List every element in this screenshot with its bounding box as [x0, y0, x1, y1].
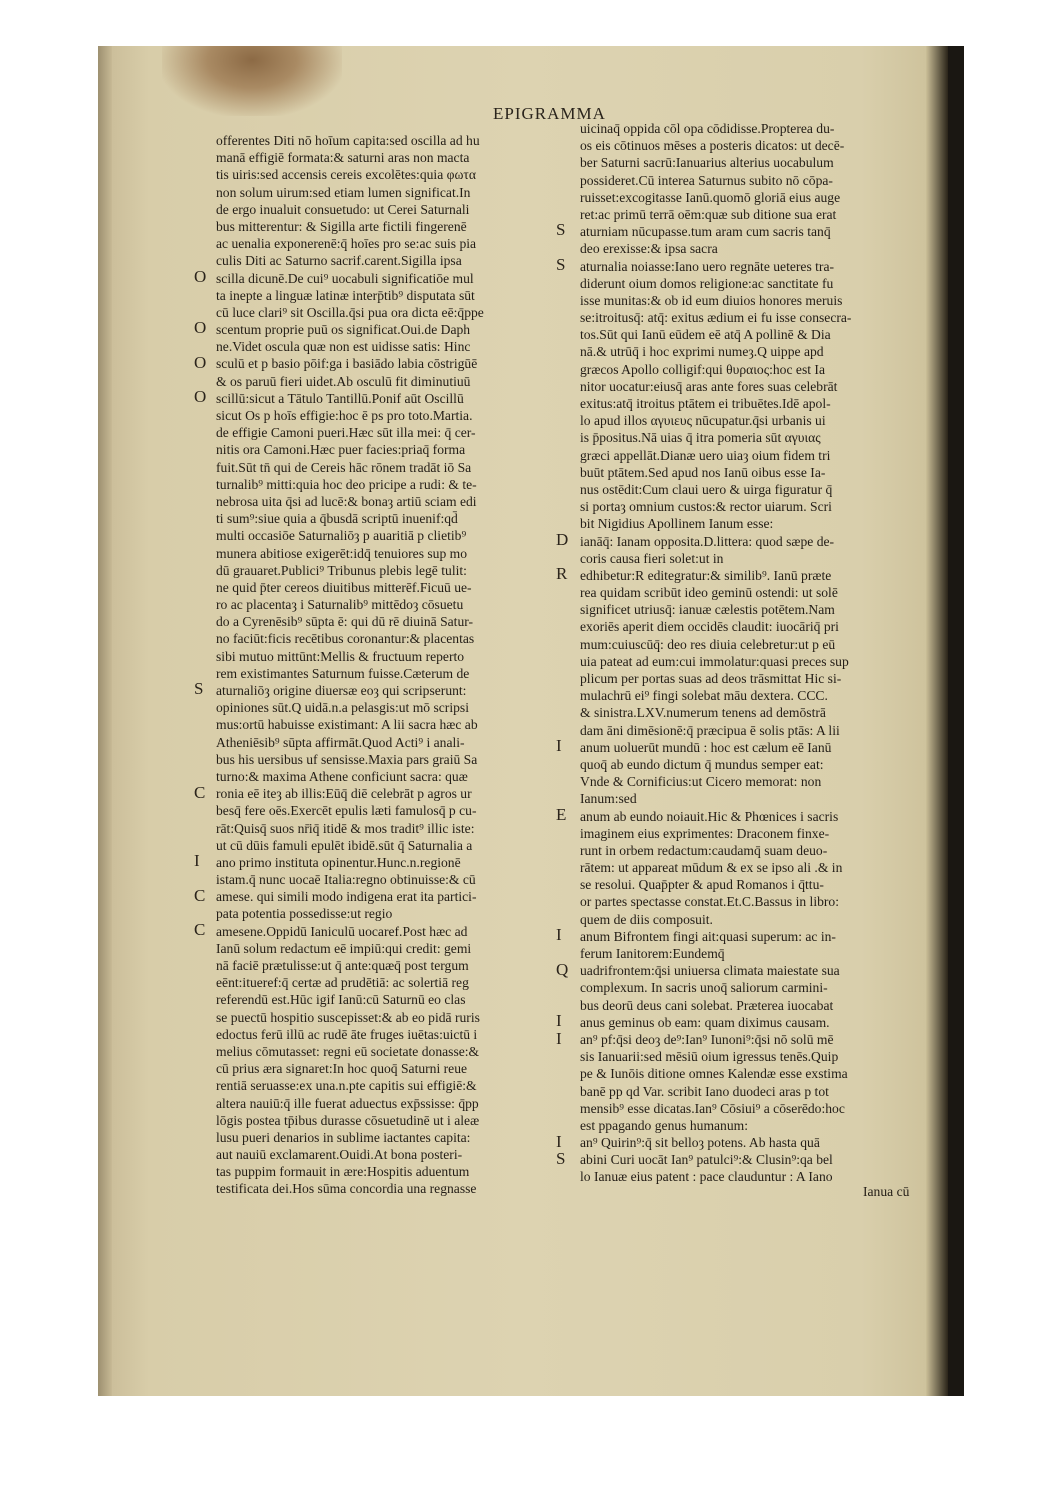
text-line: aut nauiū exclamarent.Ouidi.At bona posteri- — [216, 1147, 463, 1163]
text-line: banē pp qd Var. scribit Iano duodeci aras p tot — [580, 1083, 829, 1099]
text-line: aturnaliōȝ origine diuersæ eoȝ qui scripserunt: — [216, 683, 467, 698]
text-line: nus ostēdit:Cum claui uero & uirga figuratur q̄ — [580, 481, 833, 497]
text-line: ber Saturni sacrū:Ianuarius alterius uocabulum — [580, 155, 834, 171]
text-line: turnalib⁹ mitti:quia hoc deo pricipe a rudi: & te- — [216, 476, 477, 492]
text-line: ret:ac primū terrā oēm:quæ sub ditione sua erat — [580, 206, 837, 222]
text-line: do a Cyrenēsib⁹ sūpta ē: qui dū rē diuinā Satur- — [216, 614, 474, 630]
text-line: ianāq̄: Ianam opposita.D.littera: quod sæpe de- — [580, 533, 835, 549]
text-line: ti sum⁹:siue quia a q̄busdā scriptū inuenif:qd̄ — [216, 511, 458, 527]
text-line: uia pateat ad eum:cui immolatur:quasi preces sup — [580, 653, 849, 669]
text-line: uicinaq̄ oppida cōl opa cōdidisse.Propterea du- — [580, 121, 835, 136]
text-line: non solum uirum:sed etiam lumen significat.In — [216, 184, 471, 200]
text-line: sibi mutuo mittūnt:Mellis & fructuum reperto — [216, 648, 465, 664]
text-line: nā faciē prætulisse:ut q̄ ante:quæq̄ post tergum — [216, 958, 469, 973]
text-line: an⁹ pf:q̄si deoȝ de⁹:Ian⁹ Iunoni⁹:q̄si nō solū mē — [580, 1031, 834, 1047]
text-line: significet utriusq̄: ianuæ cælestis potētem.Nam — [580, 602, 835, 618]
text-line: buūt ptātem.Sed apud nos Ianū oibus esse Ia- — [580, 464, 826, 480]
text-line: testificata dei.Hos sūma concordia una regnasse — [216, 1181, 477, 1197]
scanned-page-background — [98, 46, 964, 1396]
text-line: anus geminus ob eam: quam diximus causam. — [580, 1014, 830, 1030]
text-line: bit Nigidius Apollinem Ianum esse: — [580, 516, 774, 532]
text-line: nā.& utrūq̄ i hoc exprimi numeȝ.Q uippe apd — [580, 344, 824, 360]
text-line: exoriēs aperit diem occidēs claudit: iuocāriq̄ pri — [580, 619, 839, 635]
initial-guide-letter: E — [556, 805, 567, 824]
text-line: cū luce clari⁹ sit Oscilla.q̄si pua ora dicta eē:q̄ppe — [216, 304, 484, 320]
running-head: EPIGRAMMA — [493, 104, 606, 123]
text-line: anum uoluerūt mundū : hoc est cælum eē Ianū — [580, 739, 832, 755]
text-line: Ianum:sed — [580, 791, 637, 807]
text-line: rea quidam scribūt ideo geminū ostendi: ut solē — [580, 585, 838, 601]
text-line: offerentes Diti nō hoīum capita:sed oscilla ad hu — [216, 133, 480, 148]
text-line: ne.Videt oscula quæ non est uidisse satis: Hinc — [216, 339, 471, 355]
text-line: lusu pueri denarios in sublime iactantes capita: — [216, 1129, 471, 1145]
initial-guide-letter: I — [556, 736, 562, 756]
text-line: os eis cōtinuos mēses a posteris dicatos: ut decē- — [580, 138, 845, 154]
initial-guide-letter: O — [194, 387, 207, 406]
text-line: plicum per portas suas ad deos trāsmittat Hic si- — [580, 671, 842, 686]
paper-leaf — [98, 46, 946, 1396]
text-line: mum:cuiuscūq̄: deo res diuia celebretur:ut p eū — [580, 636, 836, 652]
text-line: exitus:atq̄ itroitus ptātem ei tribuētes.Idē apol- — [580, 396, 831, 411]
text-line: edhibetur:R editegratur:& similib⁹. Ianū præte — [580, 567, 832, 583]
initial-guide-letter: O — [194, 266, 207, 286]
initial-guide-letter: C — [194, 885, 206, 905]
text-line: no faciūt:ficis recētibus coronantur:& placentas — [216, 631, 475, 647]
text-line: lo apud illos αγυιευς nūcupatur.q̄si urbanis ui — [580, 413, 826, 429]
text-line: græci appellāt.Dianæ uero uiaȝ oium fidem tri — [580, 447, 831, 463]
text-line: Vnde & Cornificius:ut Cicero memorat: non — [580, 774, 822, 790]
text-line: Ianū solum redactum eē impiū:qui credit: gemi — [216, 940, 472, 956]
text-line: græcos Apollo colligif:qui θυραιος:hoc est Ia — [580, 361, 825, 377]
text-line: quoq̄ ab eundo dictum q̄ mundus semper eat: — [580, 756, 824, 772]
text-line: nitor uocatur:eiusq̄ aras ante fores suas celebrāt — [580, 378, 838, 394]
text-line: nebrosa uita q̄si ad lucē:& bonaȝ artiū sciam edi — [216, 493, 477, 509]
text-line: ut cū dūis famuli epulēt ibidē.sūt q̄ Saturnalia a — [216, 837, 473, 853]
text-line: sculū et p basio pōif:ga i basiādo labia cōstrigūē — [216, 356, 478, 372]
text-line: fuit.Sūt tn̄ qui de Cereis hāc rōnem tradāt iō Sa — [216, 459, 472, 475]
text-line: rentiā seruasse:ex una.n.pte capitis sui effigiē:& — [216, 1078, 477, 1094]
text-line: uadrifrontem:q̄si uniuersa climata maiestate sua — [580, 963, 840, 979]
initial-guide-letter: D — [556, 529, 569, 549]
text-line: lōgis postea tp̄ibus durasse cōsuetudinē ut i aleæ — [216, 1112, 480, 1128]
initial-guide-letter: I — [194, 851, 200, 871]
text-line: dū grauaret.Publici⁹ Tribunus plebis legē tulit: — [216, 562, 467, 578]
right-text-column — [556, 120, 932, 1186]
text-line: de ergo inualuit consuetudo: ut Cerei Saturnali — [216, 201, 470, 217]
text-line: rāt:Quisq̄ suos nr̄iq̄ itidē & mos tradit⁹ illic iste: — [216, 820, 475, 836]
initial-guide-letter: R — [556, 564, 568, 584]
text-line: pe & Iunōis ditione omnes Kalendæ esse exstima — [580, 1066, 848, 1082]
text-line: melius cōmutasset: regni eū societate donasse:& — [216, 1043, 480, 1059]
text-line: quem de diis composuit. — [580, 911, 713, 927]
text-line: scillū:sicut a Tātulo Tantillū.Ponif aūt Oscillū — [216, 390, 464, 406]
text-line: amesene.Oppidū Ianiculū uocaref.Post hæc ad — [216, 923, 468, 939]
text-line: tis uiris:sed accensis cereis excolētes:quia φωτα — [216, 167, 477, 183]
text-line: rem existimantes Saturnum fuisse.Cæterum de — [216, 665, 470, 681]
left-text-column — [194, 132, 556, 1198]
initial-guide-letter: O — [194, 318, 207, 338]
text-line: imaginem eius exprimentes: Draconem finxe- — [580, 825, 830, 841]
text-line: dam āni dimēsionē:q̄ præcipua ē solis ptās: A lii — [580, 722, 840, 738]
text-line: ac uenalia exponerenē:q̄ hoīes pro se:ac suis pia — [216, 236, 477, 252]
text-line: anum ab eundo noiauit.Hic & Phœnices i sacris — [580, 808, 839, 824]
catchword: Ianua cū — [863, 1184, 910, 1199]
text-line: coris causa fieri solet:ut in — [580, 550, 724, 566]
text-line: an⁹ Quirin⁹:q̄ sit belloȝ potens. Ab hasta quā — [580, 1135, 820, 1151]
initial-guide-letter: S — [556, 254, 566, 274]
text-line: si portaȝ omnium custos:& rector uiarum. Scri — [580, 499, 832, 515]
text-line: Atheniēsib⁹ sūpta affirmāt.Quod Acti⁹ i anali- — [216, 734, 465, 750]
text-line: mus:ortū habuisse existimant: A lii sacra hæc ab — [216, 717, 478, 733]
text-line: est ppagando genus humanum: — [580, 1117, 749, 1133]
text-line: istam.q̄ nunc uocaē Italia:regno obtinuisse:& cū — [216, 872, 476, 888]
text-line: pata potentia possedisse:ut regio — [216, 906, 393, 922]
gutter-shadow — [98, 46, 112, 1396]
initial-guide-letter: C — [194, 920, 206, 940]
text-line: ne quid p̄ter cereos diuitibus mitterēf.Ficuū ue- — [216, 579, 472, 595]
text-line: manā effigiē formata:& saturni aras non macta — [216, 150, 470, 166]
text-line: runt in orbem redactum:caudamq̄ suam deuo- — [580, 842, 828, 858]
text-line: tas puppim formauit in ære:Hospitis aduentum — [216, 1164, 470, 1180]
initial-guide-letter: I — [556, 1011, 562, 1031]
text-line: mensib⁹ esse dicatas.Ian⁹ Cōsiui⁹ a cōserēdo:hoc — [580, 1100, 845, 1116]
text-line: se resolui. Quap̄pter & apud Romanos i q̄ttu- — [580, 877, 824, 893]
text-line: bus deorū deus cani solebat. Præterea iuocabat — [580, 997, 834, 1013]
text-line: is p̄positus.Nā uias q̄ itra pomeria sūt αγυιας — [580, 430, 821, 446]
text-line: lo Ianuæ eius patent : pace clauduntur : A Iano — [580, 1169, 833, 1185]
text-line: culis Diti ac Saturno sacrif.carent.Sigilla ipsa — [216, 253, 462, 269]
text-line: aturnalia noiasse:Iano uero regnāte ueteres tra- — [580, 258, 835, 274]
text-line: munera abitiose exigerēt:idq̄ tenuiores sup mo — [216, 545, 468, 561]
text-line: altera nauiū:q̄ ille fuerat aduectus exp̄ssisse: q̄pp — [216, 1095, 479, 1111]
initial-guide-letter: I — [556, 1131, 562, 1151]
text-line: scentum proprie puū os significat.Oui.de Daph — [216, 322, 471, 338]
text-line: de effigie Camoni pueri.Hæc sūt illa mei: q̄ cer- — [216, 425, 476, 441]
text-line: ruisset:excogitasse Ianū.quomō gloriā eius auge — [580, 189, 841, 205]
text-line: ferum Ianitorem:Eundemq̄ — [580, 946, 725, 961]
text-line: diderunt oium domos religione:ac sanctitate fu — [580, 275, 834, 291]
text-line: turno:& maxima Athene conficiunt sacra: quæ — [216, 768, 468, 784]
text-line: complexum. In sacris unoq̄ saliorum carmini- — [580, 980, 828, 996]
text-line: ano primo instituta opinentur.Hunc.n.regionē — [216, 854, 461, 870]
text-line: opiniones sūt.Q uidā.n.a pelasgis:ut mō scripsi — [216, 700, 469, 716]
initial-guide-letter: C — [194, 782, 206, 802]
initial-guide-letter: Q — [556, 959, 569, 979]
text-line: or partes spectasse constat.Et.C.Bassus in libro: — [580, 894, 839, 910]
initial-guide-letter: O — [194, 352, 207, 372]
initial-guide-letter: I — [556, 925, 562, 945]
text-line: ro ac placentaȝ i Saturnalib⁹ mittēdoȝ cōsuetu — [216, 597, 464, 613]
text-line: multi occasiōe Saturnaliōȝ p auaritiā p clietib⁹ — [216, 528, 467, 544]
initial-guide-letter: I — [556, 1028, 562, 1048]
text-line: anum Bifrontem fingi ait:quasi superum: ac in- — [580, 928, 836, 944]
text-line: aturniam nūcupasse.tum aram cum sacris tanq̄ — [580, 224, 831, 240]
text-line: amese. qui simili modo indigena erat ita partici- — [216, 889, 477, 905]
text-line: tos.Sūt qui Ianū eūdem eē atq̄ A pollinē & Dia — [580, 327, 831, 343]
text-line: rātem: ut appareat mūdum & ex se ipso ali .& in — [580, 860, 843, 876]
text-line: & os paruū fieri uidet.Ab osculū fit diminutiuū — [216, 373, 471, 389]
text-line: sis Ianuarii:sed mēsiū oium igressus tenēs.Quip — [580, 1049, 839, 1065]
text-line: possideret.Cū interea Saturnus subito nō cōpa- — [580, 172, 833, 188]
text-line: deo erexisse:& ipsa sacra — [580, 241, 718, 257]
stain-mark — [162, 46, 342, 116]
initial-guide-letter: S — [556, 220, 566, 240]
text-line: ronia eē iteȝ ab illis:Eūq̄ diē celebrāt p agros ur — [216, 786, 472, 802]
initial-guide-letter: S — [556, 1149, 566, 1168]
text-line: sicut Os p hoīs effigie:hoc ē ps pro toto.Martia. — [216, 408, 473, 423]
text-line: bus his uersibus uf sensisse.Maxia pars graiū Sa — [216, 751, 478, 767]
text-line: se puectū hospitio suscepisset:& ab eo pidā ruris — [216, 1009, 480, 1025]
text-line: & sinistra.LXV.numerum tenens ad demōstrā — [580, 705, 826, 721]
text-line: isse munitas:& ob id eum diuios honores meruis — [580, 292, 843, 308]
text-line: cū prius æra signaret:In hoc quoq̄ Saturni reue — [216, 1061, 468, 1077]
text-line: abini Curi uocāt Ian⁹ patulci⁹:& Clusin⁹:qa bel — [580, 1152, 833, 1168]
text-line: se:itroitusq̄: atq̄: exitus ædium ei fu isse consecra- — [580, 310, 852, 326]
text-line: ta inepte a linguæ latinæ interp̄tib⁹ disputata sūt — [216, 287, 475, 303]
text-line: mulachrū ei⁹ fingi solebat māu dextera. CCC. — [580, 688, 828, 704]
text-line: nitis ora Camoni.Hæc puer facies:priaq̄ forma — [216, 442, 466, 458]
text-line: bus mitterentur: & Sigilla arte fictili fingerenē — [216, 218, 467, 234]
text-line: besq̄ fere oēs.Exercēt epulis læti famulosq̄ p cu- — [216, 803, 477, 819]
text-line: referendū est.Hūc igif Ianū:cū Saturnū eo clas — [216, 992, 466, 1008]
text-line: edoctus ferū illū ac rudē āte fruges iuētas:uictū i — [216, 1026, 478, 1042]
text-line: scilla dicunē.De cui⁹ uocabuli significatiōe mul — [216, 270, 474, 286]
text-line: eēnt:itueref:q̄ certæ ad prudētiā: ac solertiā reg — [216, 975, 469, 991]
initial-guide-letter: S — [194, 679, 204, 699]
